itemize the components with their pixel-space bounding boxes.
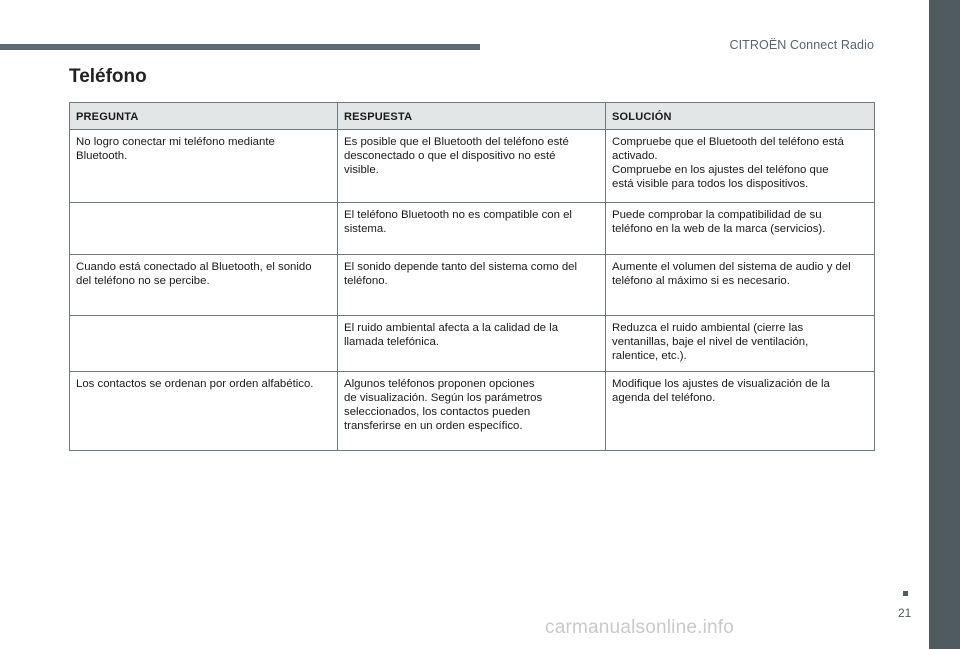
- solution-text: Compruebe que el Bluetooth del teléfono está activado. Compruebe en los ajustes del teléfono que está visible para todos los dispositivos.: [612, 136, 844, 190]
- watermark: carmanualsonline.info: [545, 617, 735, 638]
- solution-text: Reduzca el ruido ambiental (cierre las ventanillas, baje el nivel de ventilación, ralentice, etc.).: [612, 322, 809, 362]
- solution-cell: [606, 316, 875, 372]
- answer-text: El teléfono Bluetooth no es compatible con el sistema.: [344, 209, 572, 235]
- header-answer: RESPUESTA: [338, 103, 606, 130]
- question-text: Cuando está conectado al Bluetooth, el sonido del teléfono no se percibe.: [76, 261, 312, 287]
- answer-text: El sonido depende tanto del sistema como del teléfono.: [344, 261, 578, 287]
- solution-cell: [606, 203, 875, 255]
- answer-text: El ruido ambiental afecta a la calidad de la llamada telefónica.: [344, 322, 559, 348]
- answer-text: Es posible que el Bluetooth del teléfono esté desconectado o que el dispositivo no esté visible.: [344, 136, 569, 176]
- header-solution: SOLUCIÓN: [606, 103, 875, 130]
- answer-cell: [338, 255, 606, 316]
- answer-text: Algunos teléfonos proponen opciones de visualización. Según los parámetros seleccionados, los contactos pueden transferirse en un orden específico.: [344, 378, 543, 432]
- question-cell: [70, 130, 338, 203]
- solution-text: Aumente el volumen del sistema de audio y del teléfono al máximo si es necesario.: [612, 261, 851, 287]
- question-text: Los contactos se ordenan por orden alfabético.: [76, 378, 314, 390]
- table-row: [70, 316, 875, 372]
- page-number: 21: [898, 606, 912, 620]
- table-row: [70, 130, 875, 203]
- solution-cell: [606, 255, 875, 316]
- header-brand: CITROËN Connect Radio: [729, 38, 874, 52]
- table-row: [70, 372, 875, 451]
- solution-text: Modifique los ajustes de visualización de la agenda del teléfono.: [612, 378, 830, 404]
- question-cell: [70, 372, 338, 451]
- question-cell: [70, 203, 338, 255]
- table-header-row: [70, 103, 875, 130]
- faq-table: [69, 102, 875, 451]
- solution-cell: [606, 372, 875, 451]
- side-band: [929, 0, 960, 649]
- page-title: Teléfono: [69, 66, 147, 87]
- answer-cell: [338, 372, 606, 451]
- answer-cell: [338, 203, 606, 255]
- page-marker-square: [903, 591, 908, 596]
- solution-text: Puede comprobar la compatibilidad de su teléfono en la web de la marca (servicios).: [612, 209, 826, 235]
- header-rule: [0, 44, 480, 50]
- header-question: PREGUNTA: [70, 103, 338, 130]
- answer-cell: [338, 130, 606, 203]
- solution-cell: [606, 130, 875, 203]
- question-text: No logro conectar mi teléfono mediante Bluetooth.: [76, 136, 275, 162]
- question-cell: [70, 255, 338, 316]
- table-row: [70, 255, 875, 316]
- question-cell: [70, 316, 338, 372]
- table-row: [70, 203, 875, 255]
- answer-cell: [338, 316, 606, 372]
